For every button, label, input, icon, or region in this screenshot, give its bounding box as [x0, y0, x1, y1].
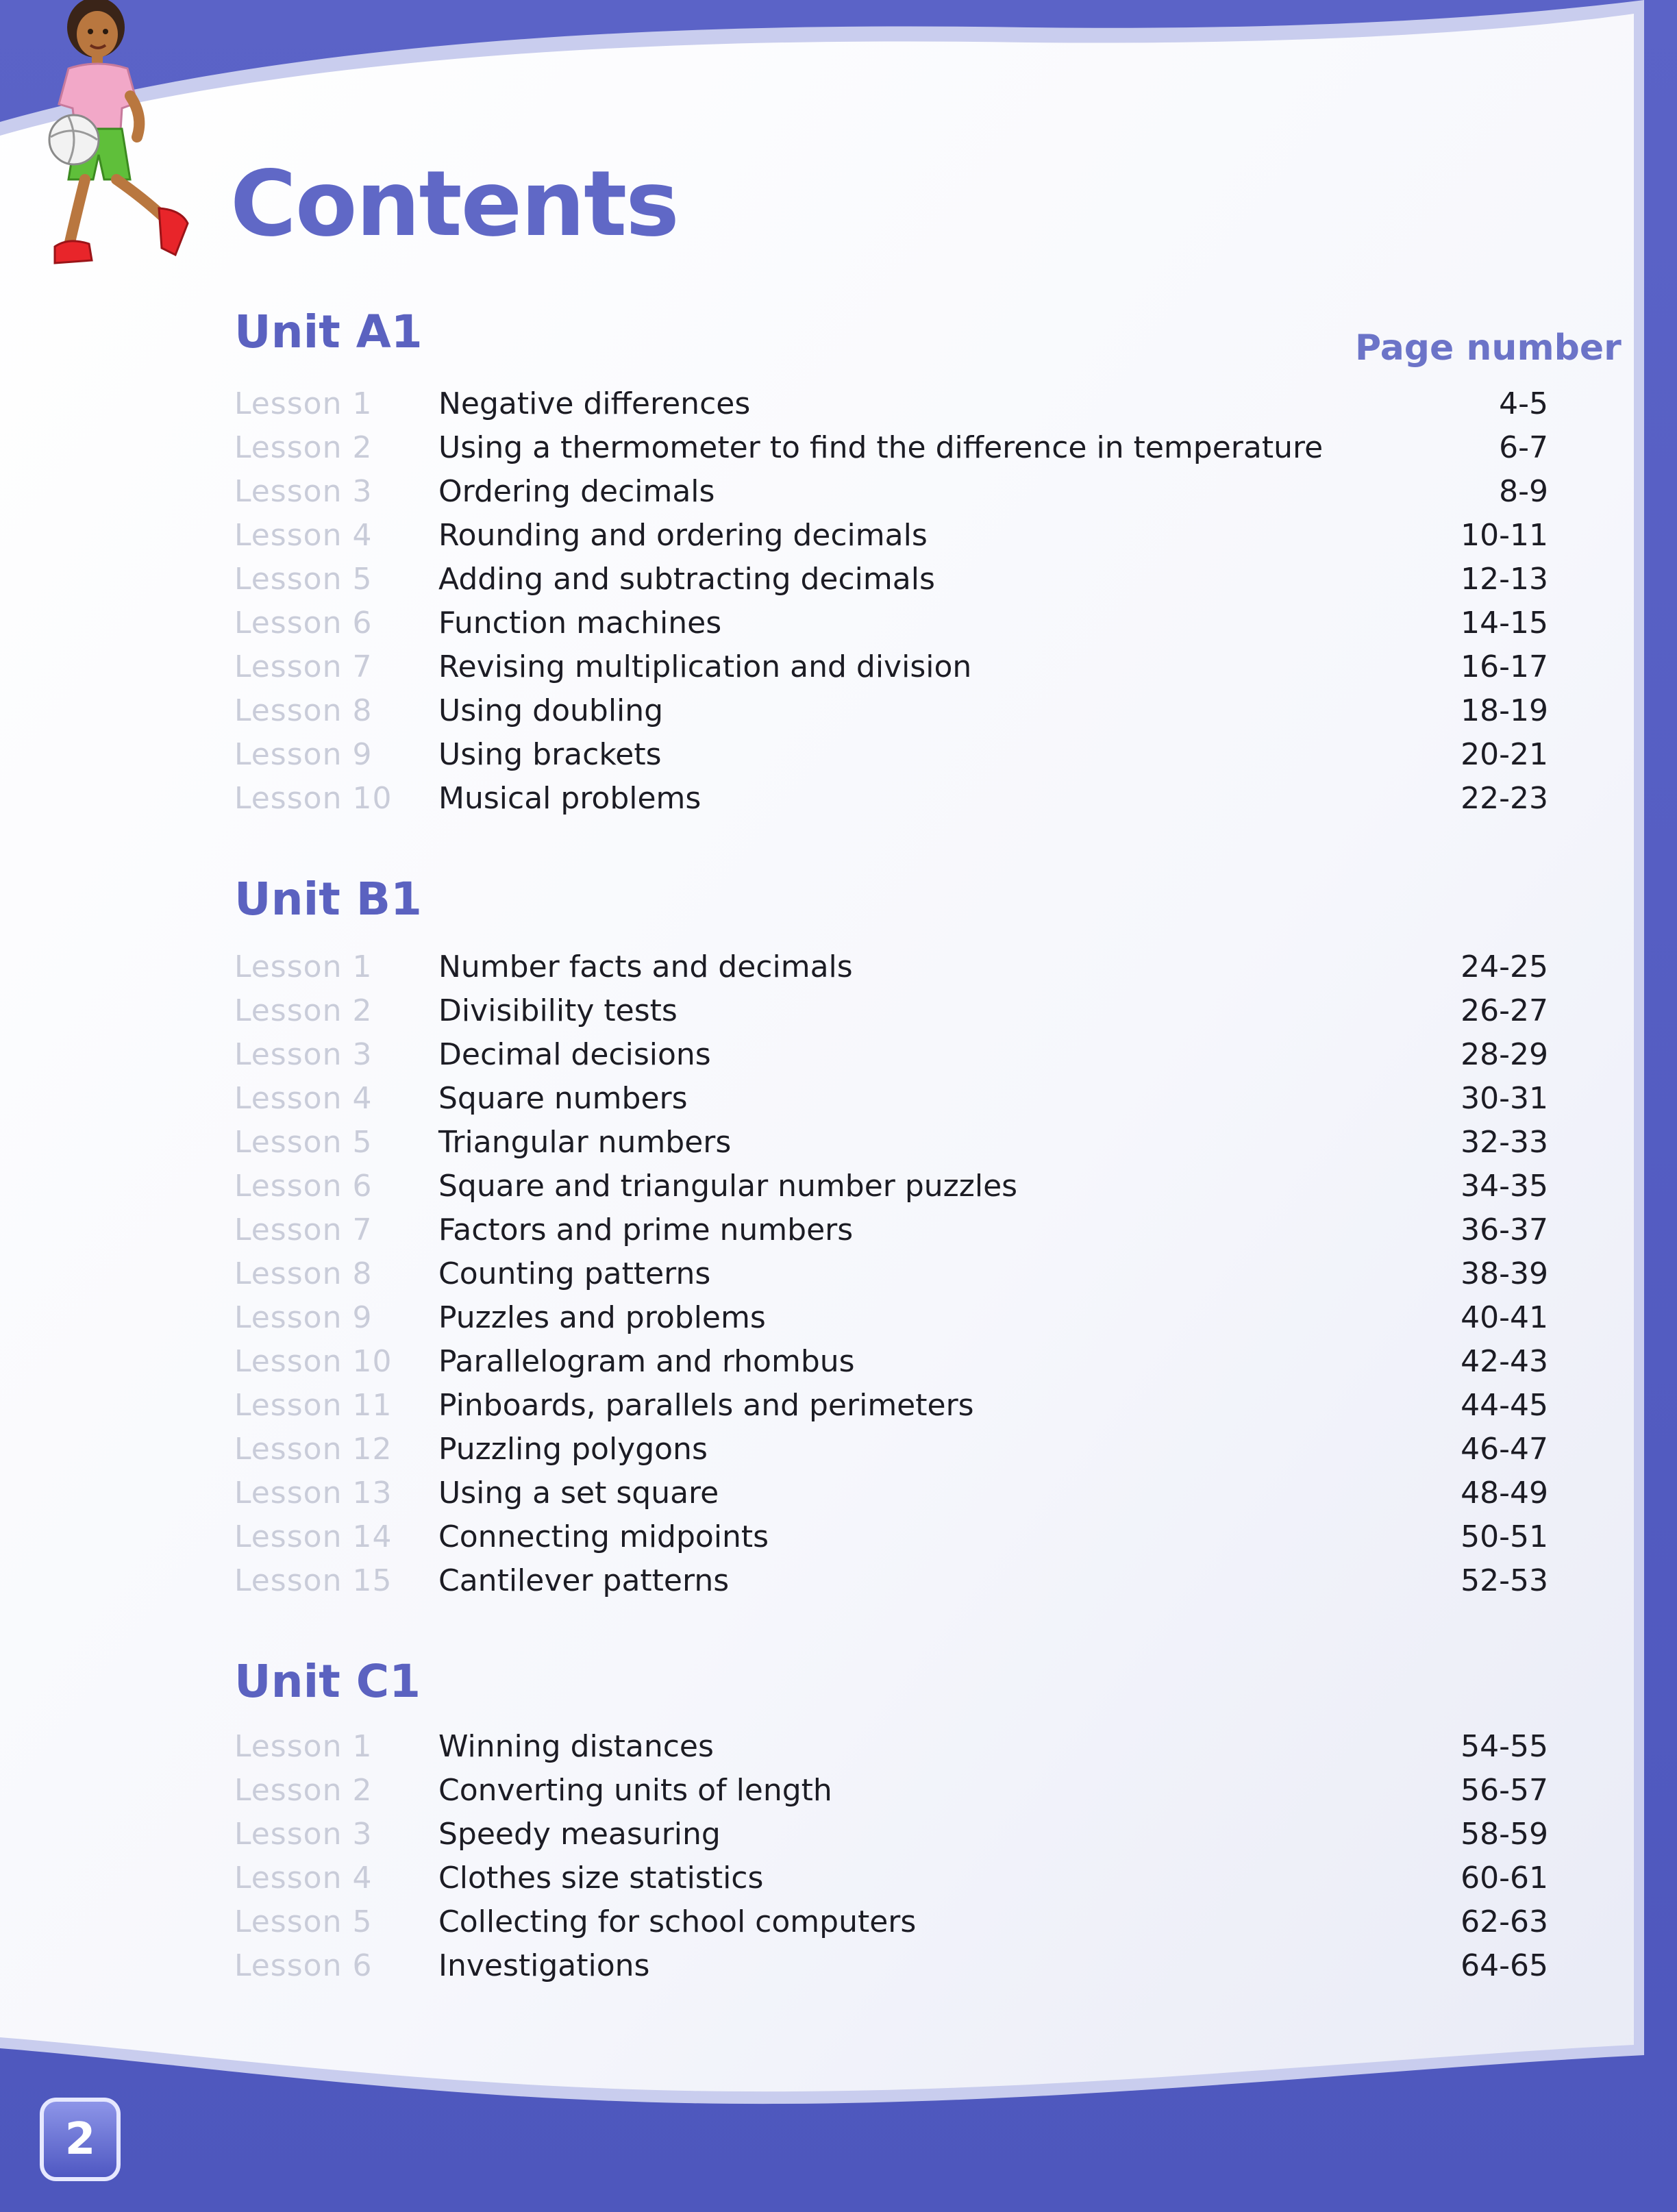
lesson-pages: 32-33: [1461, 1125, 1548, 1160]
lesson-label: Lesson 1: [234, 949, 373, 984]
lesson-row: [0, 1341, 1677, 1382]
lesson-title: Clothes size statistics: [438, 1861, 764, 1896]
lesson-row: [0, 1473, 1677, 1514]
lesson-row: [0, 603, 1677, 644]
lesson-label: Lesson 7: [234, 649, 373, 684]
lesson-row: [0, 471, 1677, 512]
lesson-label: Lesson 2: [234, 993, 373, 1028]
lesson-label: Lesson 7: [234, 1213, 373, 1247]
lesson-label: Lesson 5: [234, 562, 373, 597]
lesson-label: Lesson 10: [234, 781, 393, 816]
lesson-title: Number facts and decimals: [438, 949, 853, 984]
lesson-row: [0, 427, 1677, 469]
lesson-label: Lesson 3: [234, 474, 373, 509]
lesson-label: Lesson 3: [234, 1037, 373, 1072]
lesson-label: Lesson 13: [234, 1476, 393, 1511]
lesson-pages: 10-11: [1461, 518, 1548, 553]
lesson-pages: 8-9: [1499, 474, 1548, 509]
lesson-title: Square numbers: [438, 1081, 688, 1116]
lesson-row: [0, 991, 1677, 1032]
lesson-title: Square and triangular number puzzles: [438, 1169, 1018, 1204]
lesson-label: Lesson 14: [234, 1519, 393, 1554]
lesson-label: Lesson 9: [234, 1300, 373, 1335]
lesson-label: Lesson 10: [234, 1344, 393, 1379]
lesson-pages: 36-37: [1461, 1213, 1548, 1247]
lesson-pages: 56-57: [1461, 1773, 1548, 1808]
lesson-pages: 18-19: [1461, 693, 1548, 728]
lesson-row: [0, 1034, 1677, 1076]
lesson-row: [0, 691, 1677, 732]
lesson-pages: 12-13: [1461, 562, 1548, 597]
page-title: Contents: [230, 151, 678, 257]
lesson-title: Using doubling: [438, 693, 664, 728]
lesson-row: [0, 1210, 1677, 1251]
lesson-pages: 64-65: [1461, 1948, 1548, 1983]
lesson-pages: 16-17: [1461, 649, 1548, 684]
page-number-column-header: Page number: [1355, 327, 1622, 369]
lesson-pages: 6-7: [1499, 430, 1548, 465]
lesson-pages: 26-27: [1461, 993, 1548, 1028]
lesson-label: Lesson 15: [234, 1563, 393, 1598]
lesson-title: Revising multiplication and division: [438, 649, 972, 684]
lesson-row: [0, 1122, 1677, 1163]
lesson-label: Lesson 1: [234, 1729, 373, 1764]
lesson-label: Lesson 8: [234, 1256, 373, 1291]
lesson-title: Rounding and ordering decimals: [438, 518, 928, 553]
lesson-pages: 60-61: [1461, 1861, 1548, 1896]
lesson-label: Lesson 5: [234, 1904, 373, 1939]
lesson-label: Lesson 1: [234, 386, 373, 421]
lesson-title: Using brackets: [438, 737, 662, 772]
unit-heading: Unit A1: [234, 306, 423, 358]
lesson-pages: 52-53: [1461, 1563, 1548, 1598]
lesson-label: Lesson 2: [234, 1773, 373, 1808]
lesson-label: Lesson 3: [234, 1817, 373, 1852]
lesson-label: Lesson 4: [234, 1861, 373, 1896]
lesson-label: Lesson 4: [234, 518, 373, 553]
lesson-title: Decimal decisions: [438, 1037, 711, 1072]
lesson-title: Negative differences: [438, 386, 751, 421]
lesson-row: [0, 515, 1677, 556]
lesson-pages: 58-59: [1461, 1817, 1548, 1852]
lesson-row: [0, 1814, 1677, 1855]
lesson-row: [0, 647, 1677, 688]
lesson-pages: 22-23: [1461, 781, 1548, 816]
lesson-pages: 20-21: [1461, 737, 1548, 772]
lesson-title: Winning distances: [438, 1729, 714, 1764]
lesson-row: [0, 384, 1677, 425]
lesson-row: [0, 1858, 1677, 1899]
lesson-title: Adding and subtracting decimals: [438, 562, 935, 597]
lesson-title: Connecting midpoints: [438, 1519, 769, 1554]
mascot-illustration: [41, 0, 206, 288]
lesson-row: [0, 1946, 1677, 1987]
lesson-pages: 46-47: [1461, 1432, 1548, 1467]
lesson-row: [0, 559, 1677, 600]
lesson-title: Factors and prime numbers: [438, 1213, 854, 1247]
lesson-pages: 34-35: [1461, 1169, 1548, 1204]
lesson-label: Lesson 11: [234, 1388, 393, 1423]
lesson-row: [0, 1770, 1677, 1811]
page-number-badge: 2: [40, 2098, 121, 2181]
lesson-row: [0, 1297, 1677, 1339]
lesson-pages: 48-49: [1461, 1476, 1548, 1511]
lesson-title: Investigations: [438, 1948, 650, 1983]
lesson-row: [0, 1078, 1677, 1119]
lesson-label: Lesson 9: [234, 737, 373, 772]
lesson-title: Ordering decimals: [438, 474, 715, 509]
lesson-pages: 50-51: [1461, 1519, 1548, 1554]
lesson-label: Lesson 12: [234, 1432, 393, 1467]
unit-heading: Unit B1: [234, 873, 422, 925]
lesson-row: [0, 947, 1677, 988]
unit-heading: Unit C1: [234, 1655, 421, 1708]
lesson-title: Pinboards, parallels and perimeters: [438, 1388, 974, 1423]
lesson-label: Lesson 2: [234, 430, 373, 465]
lesson-row: [0, 1517, 1677, 1558]
lesson-label: Lesson 6: [234, 1948, 373, 1983]
lesson-pages: 14-15: [1461, 606, 1548, 641]
lesson-row: [0, 734, 1677, 775]
lesson-title: Musical problems: [438, 781, 701, 816]
lesson-pages: 62-63: [1461, 1904, 1548, 1939]
lesson-pages: 28-29: [1461, 1037, 1548, 1072]
lesson-title: Using a set square: [438, 1476, 719, 1511]
lesson-row: [0, 1166, 1677, 1207]
lesson-title: Using a thermometer to find the difference in temperature: [438, 430, 1324, 465]
lesson-label: Lesson 6: [234, 606, 373, 641]
lesson-row: [0, 1254, 1677, 1295]
lesson-row: [0, 1385, 1677, 1426]
lesson-label: Lesson 8: [234, 693, 373, 728]
lesson-title: Counting patterns: [438, 1256, 711, 1291]
lesson-pages: 54-55: [1461, 1729, 1548, 1764]
lesson-pages: 24-25: [1461, 949, 1548, 984]
lesson-pages: 4-5: [1499, 386, 1548, 421]
lesson-title: Cantilever patterns: [438, 1563, 730, 1598]
lesson-title: Collecting for school computers: [438, 1904, 917, 1939]
lesson-pages: 38-39: [1461, 1256, 1548, 1291]
lesson-row: [0, 778, 1677, 819]
lesson-label: Lesson 6: [234, 1169, 373, 1204]
lesson-title: Converting units of length: [438, 1773, 832, 1808]
lesson-title: Speedy measuring: [438, 1817, 721, 1852]
lesson-pages: 44-45: [1461, 1388, 1548, 1423]
lesson-label: Lesson 5: [234, 1125, 373, 1160]
lesson-row: [0, 1561, 1677, 1602]
lesson-title: Parallelogram and rhombus: [438, 1344, 855, 1379]
lesson-row: [0, 1726, 1677, 1767]
lesson-label: Lesson 4: [234, 1081, 373, 1116]
lesson-pages: 42-43: [1461, 1344, 1548, 1379]
lesson-title: Divisibility tests: [438, 993, 678, 1028]
lesson-title: Puzzles and problems: [438, 1300, 766, 1335]
lesson-pages: 40-41: [1461, 1300, 1548, 1335]
lesson-title: Triangular numbers: [438, 1125, 732, 1160]
lesson-row: [0, 1429, 1677, 1470]
lesson-title: Puzzling polygons: [438, 1432, 708, 1467]
lesson-pages: 30-31: [1461, 1081, 1548, 1116]
lesson-title: Function machines: [438, 606, 722, 641]
lesson-row: [0, 1902, 1677, 1943]
